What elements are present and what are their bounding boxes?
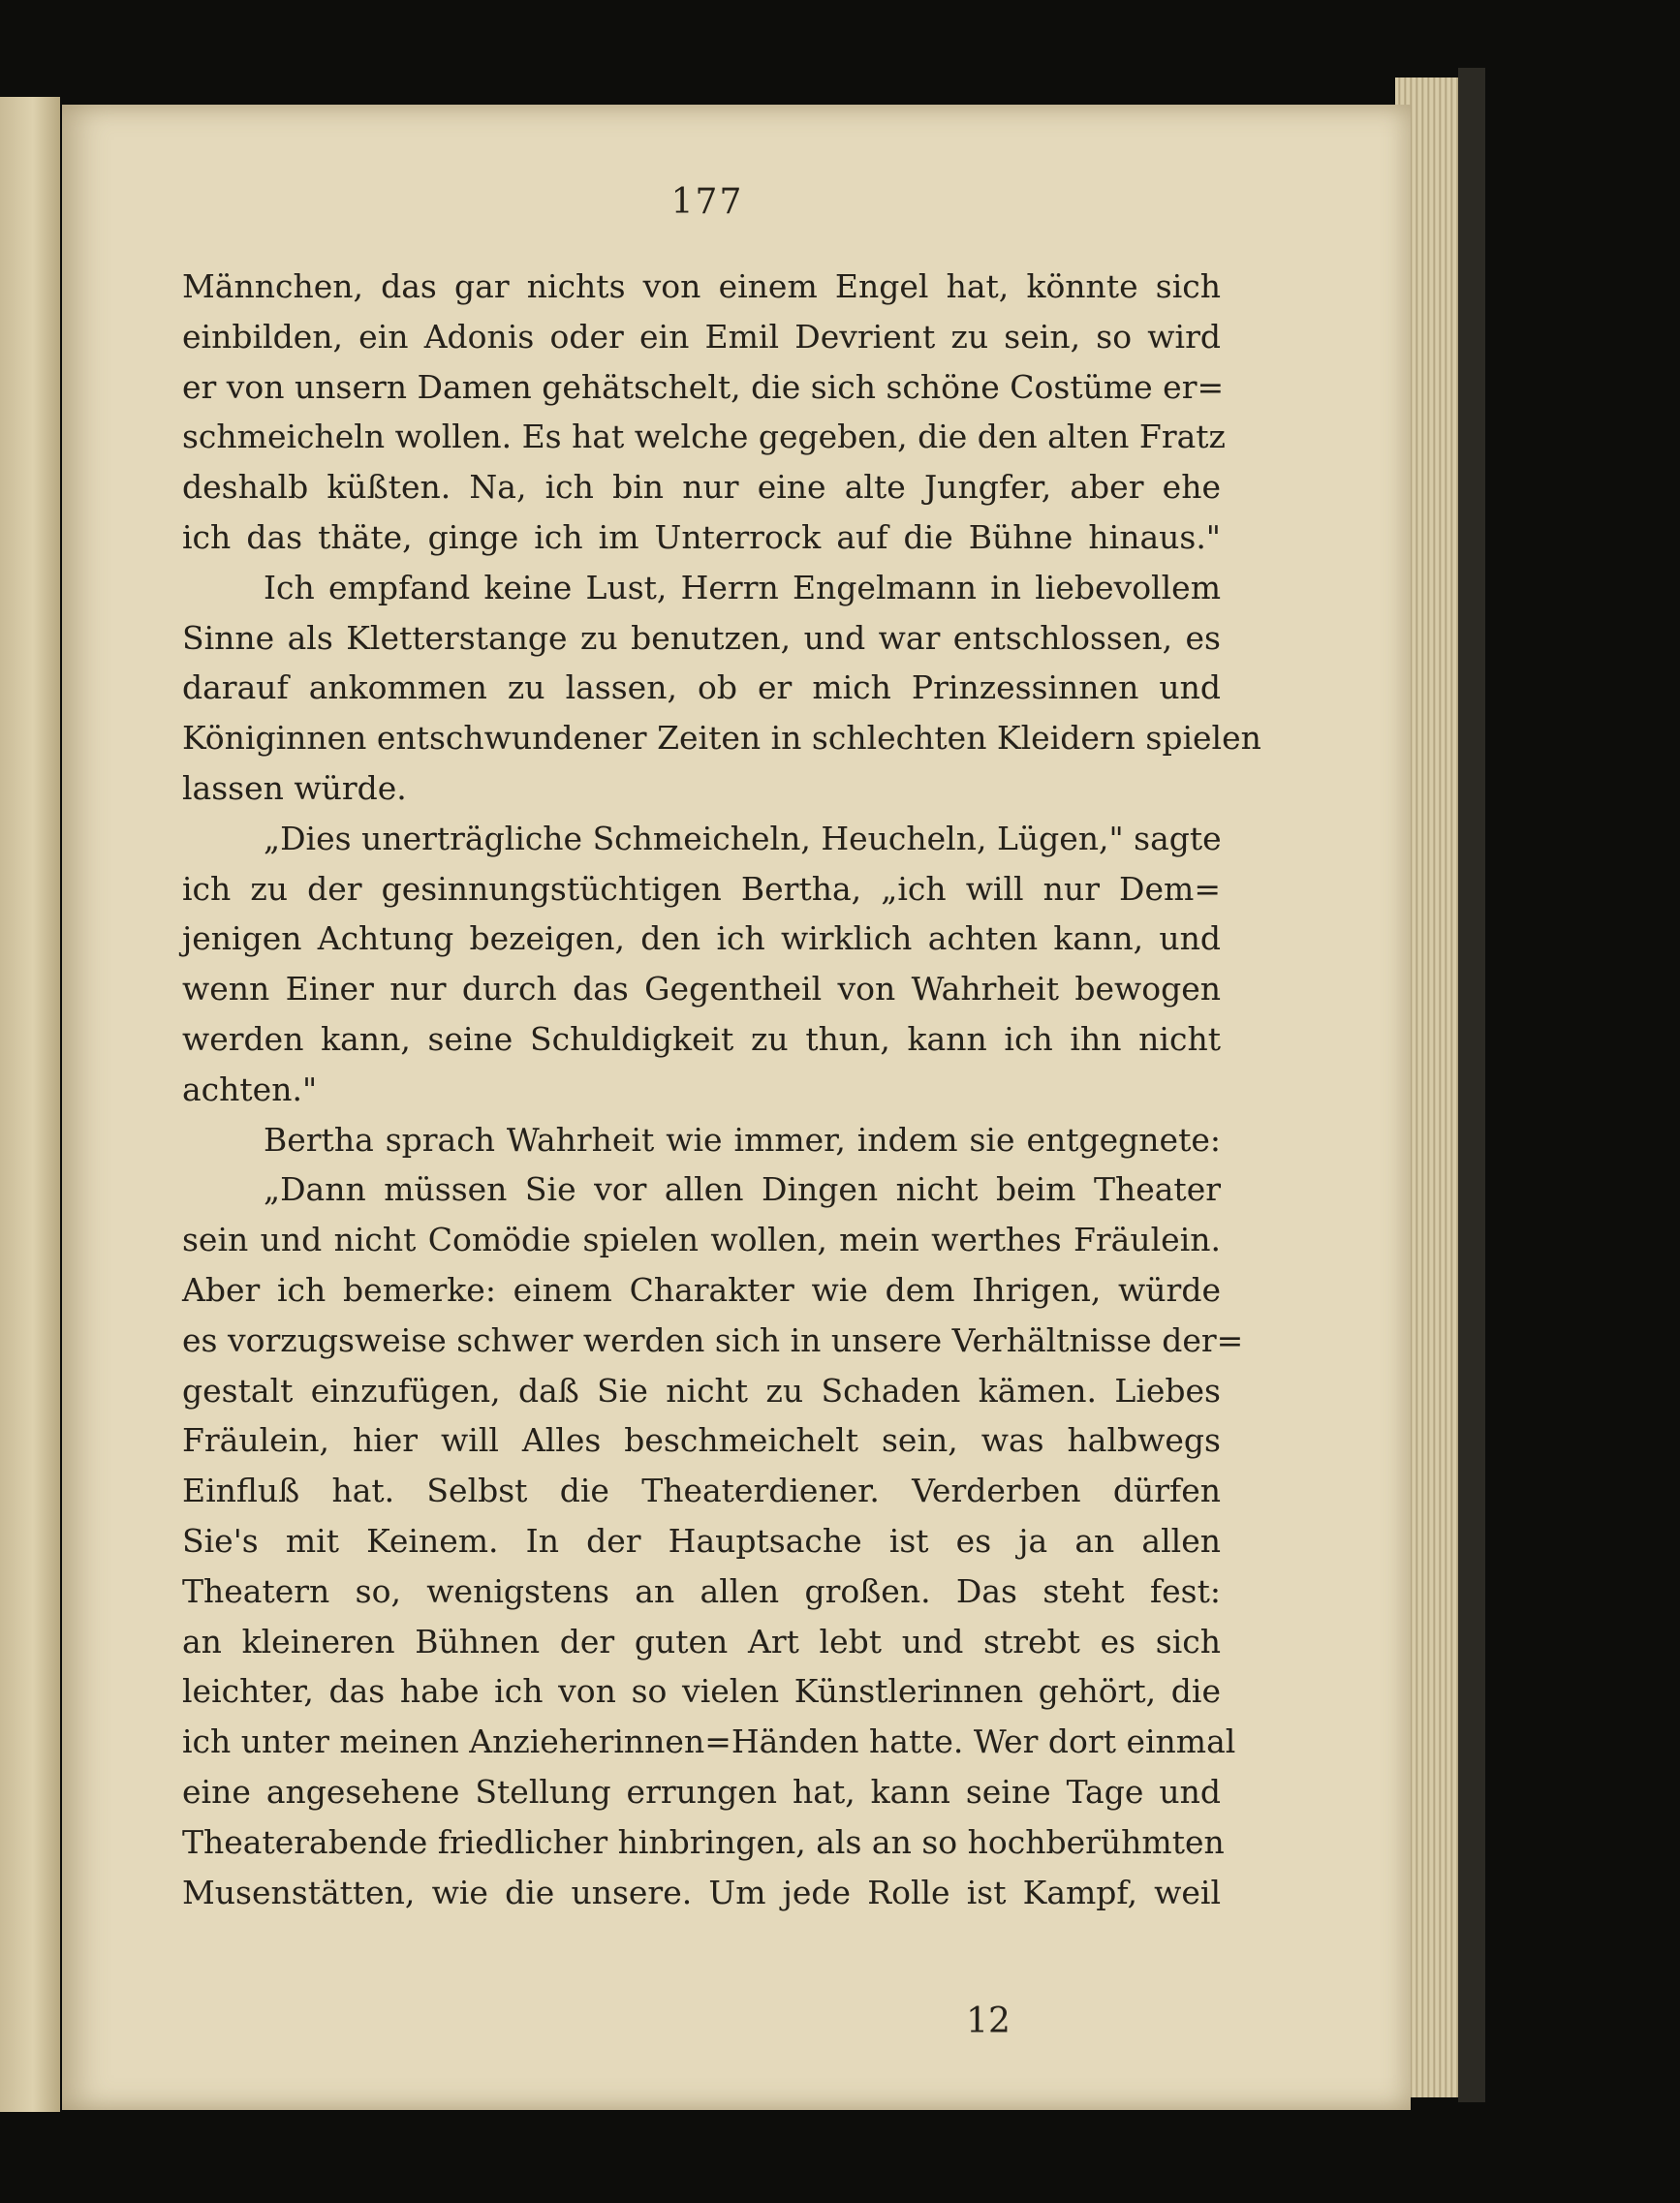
text-line: werden kann, seine Schuldigkeit zu thun, kann ich ihn nicht <box>182 1019 1221 1058</box>
previous-page-edge <box>0 97 60 2112</box>
text-line: Theatern so, wenigstens an allen großen. Das steht fest: <box>182 1571 1221 1610</box>
text-line: gestalt einzufügen, daß Sie nicht zu Schaden kämen. Liebes <box>182 1371 1221 1410</box>
text-line: Musenstätten, wie die unsere. Um jede Rolle ist Kampf, weil <box>182 1873 1221 1911</box>
text-line: schmeicheln wollen. Es hat welche gegeben, die den alten Fratz <box>182 418 1226 456</box>
text-line: Bertha sprach Wahrheit wie immer, indem sie entgegnete: <box>264 1120 1221 1159</box>
body-text <box>182 262 1261 1917</box>
text-line: darauf ankommen zu lassen, ob er mich Prinzessinnen und <box>182 668 1221 707</box>
text-line: sein und nicht Comödie spielen wollen, mein werthes Fräulein. <box>182 1221 1221 1259</box>
text-line: jenigen Achtung bezeigen, den ich wirklich achten kann, und <box>182 919 1221 958</box>
text-line: deshalb küßten. Na, ich bin nur eine alte Jungfer, aber ehe <box>182 468 1221 507</box>
book-cover-edge <box>1458 68 1485 2102</box>
text-line: ich unter meinen Anzieherinnen=Händen hatte. Wer dort einmal <box>182 1722 1236 1761</box>
text-line: ich das thäte, ginge ich im Unterrock auf die Bühne hinaus." <box>182 517 1221 556</box>
text-line: Aber ich bemerke: einem Charakter wie dem Ihrigen, würde <box>182 1270 1221 1309</box>
text-line: „Dies unerträgliche Schmeicheln, Heucheln, Lügen," sagte <box>264 819 1222 857</box>
text-line: Sie's mit Keinem. In der Hauptsache ist es ja an allen <box>182 1521 1221 1560</box>
text-line: Fräulein, hier will Alles beschmeichelt sein, was halbwegs <box>182 1421 1221 1460</box>
text-line: Sinne als Kletterstange zu benutzen, und war entschlossen, es <box>182 618 1221 657</box>
text-line: Ich empfand keine Lust, Herrn Engelmann in liebevollem <box>264 568 1221 606</box>
text-line: achten." <box>182 1070 318 1108</box>
text-line: wenn Einer nur durch das Gegentheil von Wahrheit bewogen <box>182 970 1221 1008</box>
page-number: 177 <box>670 182 744 222</box>
text-line: an kleineren Bühnen der guten Art lebt und strebt es sich <box>182 1622 1221 1660</box>
text-line: ich zu der gesinnungstüchtigen Bertha, „ich will nur Dem= <box>182 869 1221 908</box>
text-line: es vorzugsweise schwer werden sich in unsere Verhältnisse der= <box>182 1320 1244 1359</box>
text-line: eine angesehene Stellung errungen hat, kann seine Tage und <box>182 1772 1221 1811</box>
text-line: einbilden, ein Adonis oder ein Emil Devrient zu sein, so wird <box>182 317 1221 356</box>
text-line: lassen würde. <box>182 768 407 807</box>
text-line: „Dann müssen Sie vor allen Dingen nicht beim Theater <box>264 1170 1221 1209</box>
text-line: Königinnen entschwundener Zeiten in schlechten Kleidern spielen <box>182 719 1261 758</box>
text-line: Männchen, das gar nichts von einem Engel hat, könnte sich <box>182 267 1221 305</box>
text-line: Theaterabende friedlicher hinbringen, als an so hochberühmten <box>182 1822 1225 1861</box>
signature-mark: 12 <box>966 2001 1011 2041</box>
text-line: er von unsern Damen gehätschelt, die sich schöne Costüme er= <box>182 367 1225 406</box>
text-line: leichter, das habe ich von so vielen Künstlerinnen gehört, die <box>182 1672 1221 1711</box>
text-line: Einfluß hat. Selbst die Theaterdiener. Verderben dürfen <box>182 1472 1221 1510</box>
